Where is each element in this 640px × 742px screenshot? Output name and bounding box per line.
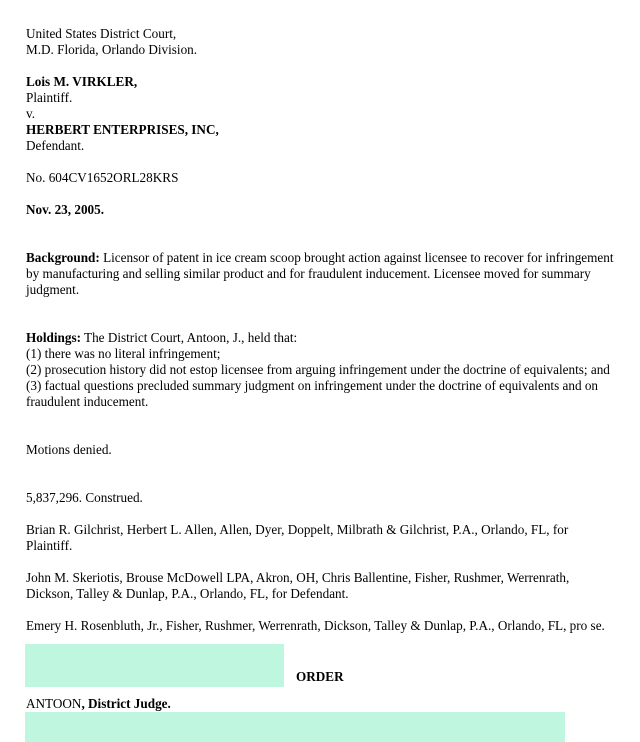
highlight-box (25, 644, 284, 687)
holding-item: (2) prosecution history did not estop licensee from arguing infringement under the doctrine of equivalents; and (26, 362, 610, 377)
court-name: United States District Court, (26, 26, 177, 41)
case-number: No. 604CV1652ORL28KRS (26, 170, 179, 185)
highlight-box (25, 712, 565, 742)
judge-signature (26, 696, 171, 712)
holdings-section (26, 330, 616, 410)
versus: v. (26, 106, 36, 121)
plaintiff-name: Lois M. VIRKLER, (26, 74, 138, 89)
holding-item: (3) factual questions precluded summary judgment on infringement under the doctrine of equivalents and on fraudulent inducement. (26, 378, 599, 409)
background-text: Licensor of patent in ice cream scoop brought action against licensee to recover for infringement by manufacturing and selling similar product and for fraudulent inducement. Licensee moved for summary judgment. (26, 250, 614, 297)
background-section (26, 250, 616, 298)
order-heading: ORDER (296, 669, 344, 684)
holdings-label: Holdings: (26, 330, 81, 345)
holdings-intro: Holdings: The District Court, Antoon, J., held that: (26, 330, 298, 345)
court-division: M.D. Florida, Orlando Division. (26, 42, 198, 57)
patent-construed: 5,837,296. Construed. (26, 490, 143, 505)
judge-name: ANTOON (26, 696, 82, 711)
holding-item: (1) there was no literal infringement; (26, 346, 221, 361)
counsel-plaintiff: Brian R. Gilchrist, Herbert L. Allen, Allen, Dyer, Doppelt, Milbrath & Gilchrist, P.A., Orlando, FL, for Plaintiff. (26, 522, 569, 553)
plaintiff-role: Plaintiff. (26, 90, 73, 105)
counsel-defendant: John M. Skeriotis, Brouse McDowell LPA, Akron, OH, Chris Ballentine, Fisher, Rushmer, Werrenrath, Dickson, Talley & Dunlap, P.A., Orlando, FL, for Defendant. (26, 570, 570, 601)
case-caption (26, 74, 616, 154)
counsel-pro-se: Emery H. Rosenbluth, Jr., Fisher, Rushmer, Werrenrath, Dickson, Talley & Dunlap, P.A., Orlando, FL, pro se. (26, 618, 605, 633)
disposition: Motions denied. (26, 442, 112, 457)
court-header (26, 26, 616, 58)
opinion-document (26, 26, 616, 650)
background-label: Background: (26, 250, 100, 265)
defendant-name: HERBERT ENTERPRISES, INC, (26, 122, 219, 137)
defendant-role: Defendant. (26, 138, 85, 153)
judge-title: , District Judge. (81, 696, 171, 711)
decision-date: Nov. 23, 2005. (26, 202, 105, 217)
